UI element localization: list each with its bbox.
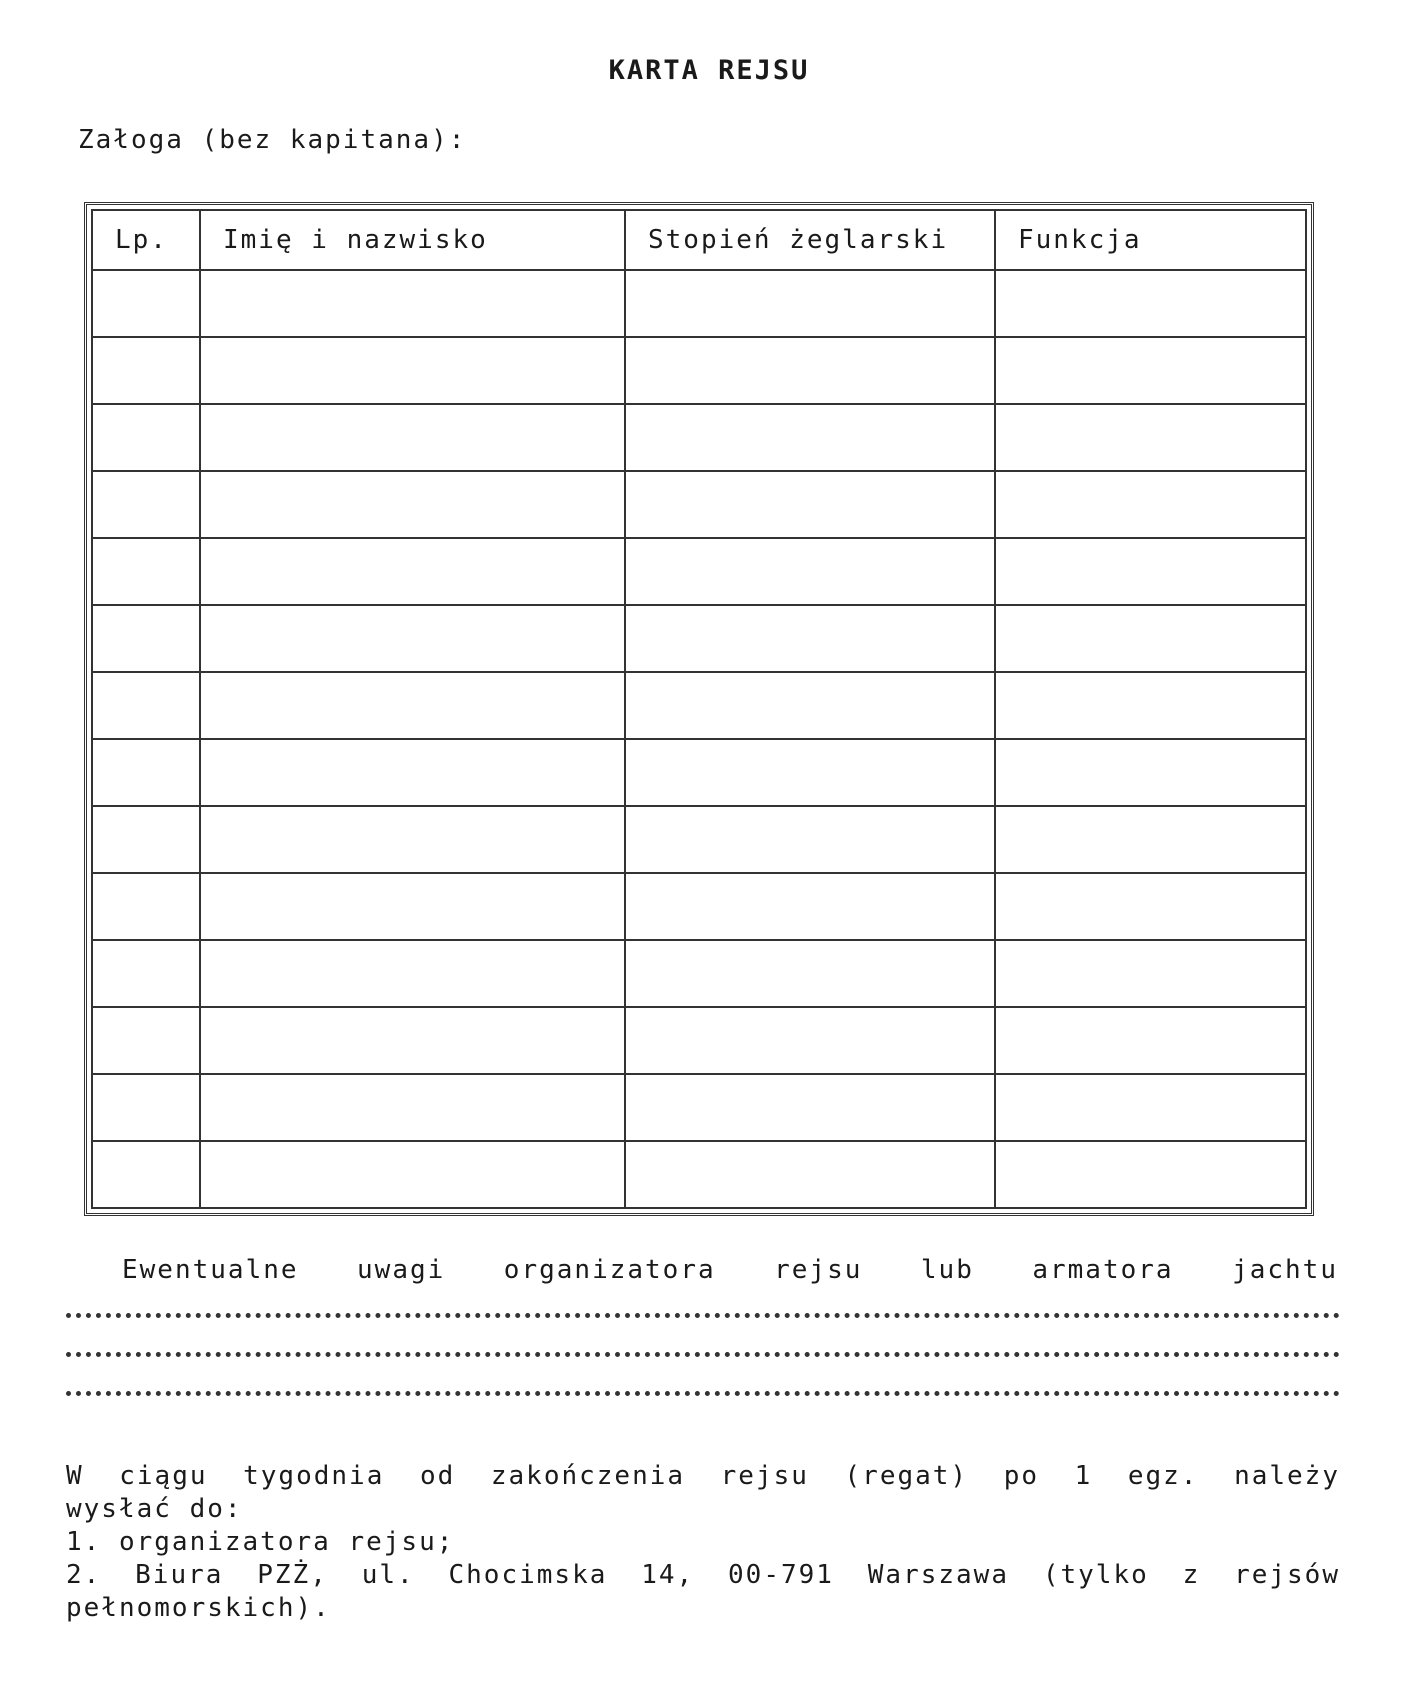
footer-item-2-word: Biura xyxy=(135,1560,224,1590)
table-row xyxy=(92,337,1306,404)
footer-item-1: 1. organizatora rejsu; xyxy=(66,1527,455,1557)
footer-line-1-word: tygodnia xyxy=(243,1461,385,1491)
cell-number[interactable] xyxy=(92,940,200,1007)
footer-item-2-word: 2. xyxy=(66,1560,102,1590)
cell-sailing-rank[interactable] xyxy=(625,1074,995,1141)
remarks-label xyxy=(66,1255,1346,1285)
cell-number[interactable] xyxy=(92,1074,200,1141)
cell-sailing-rank[interactable] xyxy=(625,605,995,672)
footer-line-1-word: zakończenia xyxy=(490,1461,686,1491)
crew-table-body xyxy=(92,270,1306,1208)
cell-number[interactable] xyxy=(92,471,200,538)
footer-line-1-word: ciągu xyxy=(119,1461,208,1491)
footer-item-2-word: Chocimska xyxy=(448,1560,608,1590)
cell-name[interactable] xyxy=(200,806,625,873)
cell-function[interactable] xyxy=(995,1007,1306,1074)
footer-line-2: wysłać do: xyxy=(66,1494,243,1524)
remarks-label-word: lub xyxy=(920,1255,974,1285)
cell-number[interactable] xyxy=(92,739,200,806)
cell-number[interactable] xyxy=(92,404,200,471)
remarks-line-1[interactable] xyxy=(66,1299,1340,1318)
table-row xyxy=(92,940,1306,1007)
remarks-label-word: rejsu xyxy=(774,1255,863,1285)
table-row xyxy=(92,739,1306,806)
footer-item-2-continued: pełnomorskich). xyxy=(66,1593,331,1623)
table-row xyxy=(92,1141,1306,1208)
cell-function[interactable] xyxy=(995,404,1306,471)
table-row xyxy=(92,1007,1306,1074)
table-row xyxy=(92,1074,1306,1141)
cell-sailing-rank[interactable] xyxy=(625,337,995,404)
crew-table xyxy=(91,209,1307,1209)
footer-instructions xyxy=(66,1460,1356,1625)
cell-number[interactable] xyxy=(92,873,200,940)
cell-number[interactable] xyxy=(92,1141,200,1208)
cell-name[interactable] xyxy=(200,538,625,605)
crew-table-frame xyxy=(84,202,1314,1216)
cell-function[interactable] xyxy=(995,672,1306,739)
table-row xyxy=(92,538,1306,605)
remarks-label-word: uwagi xyxy=(357,1255,446,1285)
crew-label: Załoga (bez kapitana): xyxy=(78,125,467,155)
cell-name[interactable] xyxy=(200,471,625,538)
remarks-label-word: Ewentualne xyxy=(122,1255,299,1285)
cell-number[interactable] xyxy=(92,337,200,404)
cell-number[interactable] xyxy=(92,1007,200,1074)
table-row xyxy=(92,270,1306,337)
cell-function[interactable] xyxy=(995,605,1306,672)
cell-sailing-rank[interactable] xyxy=(625,270,995,337)
cell-number[interactable] xyxy=(92,270,200,337)
column-header-function: Funkcja xyxy=(995,210,1306,270)
cell-function[interactable] xyxy=(995,538,1306,605)
cell-function[interactable] xyxy=(995,270,1306,337)
cell-name[interactable] xyxy=(200,404,625,471)
cell-function[interactable] xyxy=(995,806,1306,873)
table-header-row xyxy=(92,210,1306,270)
remarks-label-word: armatora xyxy=(1032,1255,1174,1285)
footer-line-1-word: 1 xyxy=(1074,1461,1093,1491)
cell-number[interactable] xyxy=(92,672,200,739)
remarks-section xyxy=(66,1255,1346,1396)
cell-number[interactable] xyxy=(92,538,200,605)
cell-name[interactable] xyxy=(200,270,625,337)
footer-line-1-word: po xyxy=(1003,1461,1039,1491)
footer-line-1 xyxy=(66,1460,1340,1493)
column-header-number: Lp. xyxy=(92,210,200,270)
footer-item-2 xyxy=(66,1559,1340,1592)
column-header-sailing-rank: Stopień żeglarski xyxy=(625,210,995,270)
column-header-name: Imię i nazwisko xyxy=(200,210,625,270)
cell-function[interactable] xyxy=(995,940,1306,1007)
cell-sailing-rank[interactable] xyxy=(625,739,995,806)
footer-item-2-word: rejsów xyxy=(1234,1560,1340,1590)
cell-name[interactable] xyxy=(200,605,625,672)
footer-item-2-word: PZŻ, xyxy=(257,1560,328,1590)
footer-item-2-word: (tylko xyxy=(1042,1560,1149,1590)
footer-item-2-word: z xyxy=(1182,1560,1201,1590)
cell-name[interactable] xyxy=(200,1074,625,1141)
footer-line-1-word: należy xyxy=(1234,1461,1340,1491)
remarks-label-word: jachtu xyxy=(1232,1255,1338,1285)
cell-name[interactable] xyxy=(200,873,625,940)
cell-name[interactable] xyxy=(200,940,625,1007)
cell-sailing-rank[interactable] xyxy=(625,940,995,1007)
table-row xyxy=(92,672,1306,739)
footer-line-1-word: (regat) xyxy=(844,1461,969,1491)
cell-name[interactable] xyxy=(200,337,625,404)
cell-name[interactable] xyxy=(200,739,625,806)
remarks-label-word: organizatora xyxy=(503,1255,716,1285)
footer-line-1-word: od xyxy=(419,1461,456,1491)
cell-sailing-rank[interactable] xyxy=(625,538,995,605)
cell-name[interactable] xyxy=(200,672,625,739)
footer-item-2-word: 00-791 xyxy=(728,1560,834,1590)
cell-sailing-rank[interactable] xyxy=(625,471,995,538)
cell-name[interactable] xyxy=(200,1141,625,1208)
cell-sailing-rank[interactable] xyxy=(625,1141,995,1208)
table-row xyxy=(92,471,1306,538)
table-row xyxy=(92,605,1306,672)
cell-function[interactable] xyxy=(995,873,1306,940)
cell-number[interactable] xyxy=(92,605,200,672)
footer-item-2-word: 14, xyxy=(641,1560,695,1590)
cell-function[interactable] xyxy=(995,739,1306,806)
cell-name[interactable] xyxy=(200,1007,625,1074)
remarks-line-2[interactable] xyxy=(66,1338,1340,1357)
cell-sailing-rank[interactable] xyxy=(625,873,995,940)
cell-function[interactable] xyxy=(995,1141,1306,1208)
cell-sailing-rank[interactable] xyxy=(625,404,995,471)
cell-function[interactable] xyxy=(995,337,1306,404)
footer-line-1-word: W xyxy=(66,1461,84,1491)
cell-number[interactable] xyxy=(92,806,200,873)
cell-sailing-rank[interactable] xyxy=(625,1007,995,1074)
footer-line-1-word: rejsu xyxy=(720,1461,809,1491)
remarks-line-3[interactable] xyxy=(66,1377,1340,1396)
table-row xyxy=(92,404,1306,471)
table-row xyxy=(92,806,1306,873)
cell-sailing-rank[interactable] xyxy=(625,672,995,739)
table-row xyxy=(92,873,1306,940)
footer-line-1-word: egz. xyxy=(1127,1461,1199,1491)
footer-item-2-word: ul. xyxy=(361,1560,415,1590)
cell-function[interactable] xyxy=(995,471,1306,538)
cell-sailing-rank[interactable] xyxy=(625,806,995,873)
cell-function[interactable] xyxy=(995,1074,1306,1141)
document-title: KARTA REJSU xyxy=(608,55,810,86)
footer-item-2-word: Warszawa xyxy=(867,1560,1009,1590)
